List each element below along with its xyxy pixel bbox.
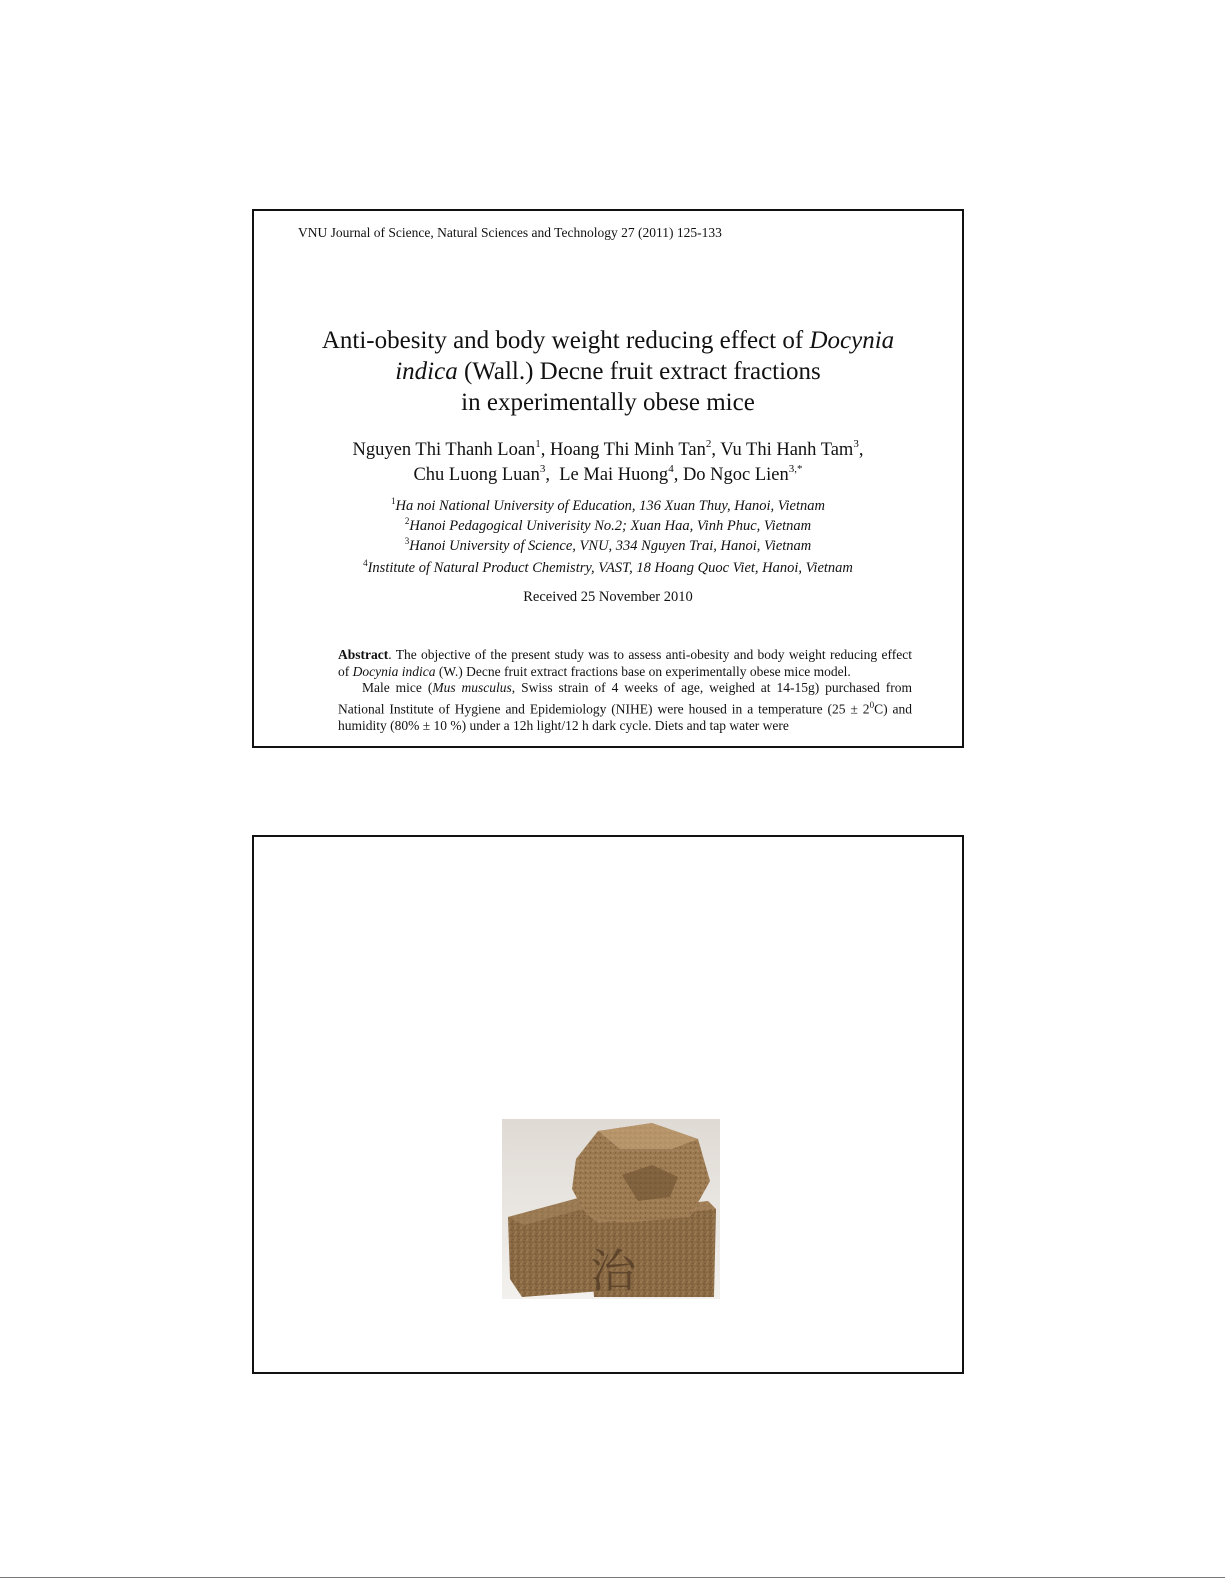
title-line3: in experimentally obese mice bbox=[461, 389, 755, 416]
author-sep: , bbox=[858, 440, 864, 460]
abstract-paragraph bbox=[338, 680, 912, 734]
author-sep: , bbox=[673, 465, 683, 485]
author-name: Chu Luong Luan bbox=[413, 465, 540, 485]
affiliation-text: Hanoi Pedagogical Univerisity No.2; Xuan Haa, Vinh Phuc, Vietnam bbox=[409, 518, 812, 534]
affiliation-text: Hanoi University of Science, VNU, 334 Nguyen Trai, Hanoi, Vietnam bbox=[409, 538, 812, 554]
abstract-text: . The objective of the present study was to assess anti-obesity and body weight reducing effect of bbox=[338, 647, 912, 679]
affiliation-item bbox=[254, 558, 962, 578]
affiliation-list bbox=[254, 496, 962, 578]
abstract-label: Abstract bbox=[338, 647, 389, 662]
affiliation-text: Institute of Natural Product Chemistry, VAST, 18 Hoang Quoc Viet, Hanoi, Vietnam bbox=[367, 560, 853, 576]
page-bottom-rule bbox=[0, 1577, 1225, 1578]
author-sup: 3 bbox=[853, 438, 859, 450]
paper-title bbox=[254, 325, 962, 418]
title-line1: Anti-obesity and body weight reducing effect of bbox=[321, 327, 810, 354]
author-name: Do Ngoc Lien bbox=[682, 465, 789, 485]
affiliation-item bbox=[254, 516, 962, 536]
affiliation-sup: 3 bbox=[404, 536, 410, 546]
herbal-block-image bbox=[502, 1119, 720, 1299]
abstract-paragraph bbox=[338, 647, 912, 680]
author-sep: , bbox=[545, 465, 560, 485]
author-sup: 3,* bbox=[788, 463, 803, 475]
author-sup: 2 bbox=[705, 438, 712, 450]
author-sep: , bbox=[711, 440, 721, 460]
journal-citation: VNU Journal of Science, Natural Sciences and Technology 27 (2011) 125-133 bbox=[298, 225, 722, 240]
abstract-sup: 0 bbox=[869, 699, 875, 710]
affiliation-sup: 4 bbox=[363, 558, 368, 568]
abstract-italic: Mus musculus bbox=[432, 680, 512, 695]
herbal-block-photo bbox=[502, 1119, 720, 1299]
abstract-italic: Docynia indica bbox=[352, 663, 436, 679]
author-sup: 3 bbox=[539, 463, 546, 475]
slide-photo bbox=[252, 835, 964, 1374]
affiliation-item bbox=[254, 496, 962, 516]
received-date: Received 25 November 2010 bbox=[523, 589, 693, 605]
affiliation-sup: 1 bbox=[391, 496, 396, 506]
title-line1-italic: Docynia bbox=[809, 327, 895, 354]
author-sup: 4 bbox=[668, 463, 674, 475]
slide-paper-frontpage bbox=[252, 209, 964, 748]
author-name: Le Mai Huong bbox=[559, 465, 669, 485]
author-sep: , bbox=[540, 440, 551, 460]
title-line2: (Wall.) Decne fruit extract fractions bbox=[457, 358, 821, 385]
abstract bbox=[338, 647, 912, 734]
abstract-text: C) and humidity (80% ± 10 %) under a 12h light/12 h dark cycle. Diets and tap water were bbox=[338, 701, 912, 733]
author-name: Hoang Thi Minh Tan bbox=[550, 440, 706, 460]
author-sup: 1 bbox=[535, 438, 541, 450]
author-name: Nguyen Thi Thanh Loan bbox=[352, 440, 536, 460]
title-line2-italic: indica bbox=[395, 358, 458, 385]
affiliation-sup: 2 bbox=[404, 516, 410, 526]
affiliation-item bbox=[254, 536, 962, 556]
svg-text:治: 治 bbox=[590, 1244, 636, 1298]
abstract-text: , Swiss strain of 4 weeks of age, weighed at 14-15g) purchased from National Institute of Hygiene and Epidemiology (NIHE) were housed in a temperature (25 ± 2 bbox=[338, 680, 913, 716]
affiliation-text: Ha noi National University of Education, 136 Xuan Thuy, Hanoi, Vietnam bbox=[395, 498, 825, 514]
author-list bbox=[254, 438, 962, 488]
abstract-text: Male mice ( bbox=[362, 680, 433, 695]
abstract-text: (W.) Decne fruit extract fractions base on experimentally obese mice model. bbox=[435, 663, 851, 679]
author-name: Vu Thi Hanh Tam bbox=[720, 440, 854, 460]
